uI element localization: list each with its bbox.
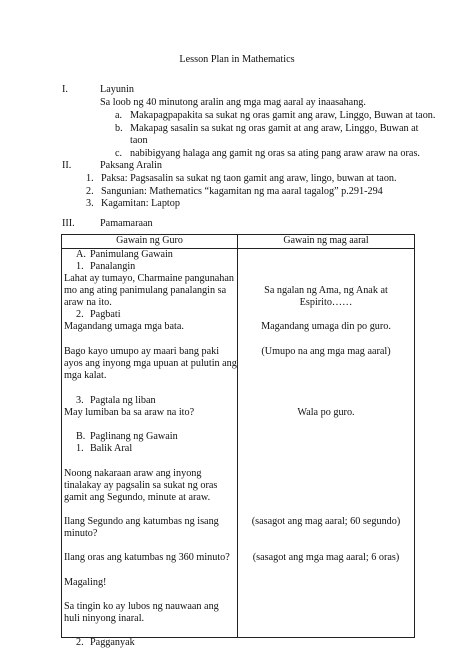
layunin-intro <box>100 97 430 110</box>
teacher-question: Ilang Segundo ang katumbas ng isang <box>64 516 219 527</box>
section-number: II. <box>62 160 72 171</box>
teacher-line: Bago kayo umupo ay maari bang paki <box>64 346 220 357</box>
section-layunin-heading <box>62 84 134 97</box>
table-header-row <box>62 235 415 249</box>
item-text: nabibigyang halaga ang gamit ng oras sa ating pang araw araw na oras. <box>130 147 420 159</box>
section-number: I. <box>62 84 68 95</box>
list-item <box>115 123 435 136</box>
table-row <box>62 249 415 638</box>
teacher-line: huli ninyong inaral. <box>64 613 145 624</box>
student-response: Wala po guro. <box>297 407 355 418</box>
procedure-table <box>61 234 415 648</box>
student-response: Sa ngalan ng Ama, ng Anak at <box>264 285 388 296</box>
list-item <box>115 148 435 161</box>
teacher-line: ayos ang inyong mga upuan at pulutin ang <box>64 358 237 369</box>
document-title: Lesson Plan in Mathematics <box>179 54 295 65</box>
intro-text: Sa loob ng 40 minutong aralin ang mga mag aaral ay inaasahang. <box>100 97 366 108</box>
column-header-student: Gawain ng mag aaral <box>238 235 415 249</box>
section-pamamaraan-heading <box>62 218 153 231</box>
item-label: 3. <box>86 198 94 210</box>
teacher-line: Noong nakaraan araw ang inyong <box>64 468 202 479</box>
list-item <box>115 110 435 123</box>
student-response: (Umupo na ang mga mag aaral) <box>261 346 391 357</box>
teacher-question: Ilang oras ang katumbas ng 360 minuto? <box>64 552 230 563</box>
step-paglinang-ng-gawain: B. Paglinang ng Gawain <box>76 431 178 442</box>
step-pagbati: 2. Pagbati <box>76 309 121 320</box>
teacher-activity-cell <box>62 249 238 648</box>
teacher-line: Lahat ay tumayo, Charmaine pangunahan <box>64 273 235 284</box>
student-response: Espirito…… <box>299 297 353 308</box>
step-pagtala-ng-liban: 3. Pagtala ng liban <box>76 395 156 406</box>
item-text: Paksa: Pagsasalin sa sukat ng taon gamit ang araw, lingo, buwan at taon. <box>101 173 397 184</box>
student-response: Magandang umaga din po guro. <box>261 321 391 332</box>
list-item <box>86 173 397 186</box>
section-number: III. <box>62 218 75 229</box>
item-label: a. <box>115 110 123 121</box>
teacher-line: araw na ito. <box>64 297 112 308</box>
item-text: taon <box>130 135 148 147</box>
teacher-line: Magaling! <box>64 577 107 588</box>
item-text: Makapag sasalin sa sukat ng oras gamit at ang araw, Linggo, Buwan at <box>130 122 419 134</box>
step-balik-aral: 1. Balik Aral <box>76 443 133 454</box>
list-item-continuation <box>115 135 435 148</box>
student-response: (sasagot ang mga mag aaral; 6 oras) <box>252 552 400 563</box>
layunin-list <box>115 110 435 160</box>
section-title: Paksang Aralin <box>100 160 162 171</box>
list-item <box>86 186 397 199</box>
section-paksang-aralin-heading <box>62 160 162 173</box>
step-panalangin: 1. Panalangin <box>76 261 136 272</box>
teacher-line: Sa tingin ko ay lubos ng nauwaan ang <box>64 601 219 612</box>
student-activity-cell <box>238 249 415 638</box>
step-panimulang-gawain: A. Panimulang Gawain <box>76 249 173 260</box>
list-item <box>86 198 397 211</box>
teacher-line: tinalakay ay pagsalin sa sukat ng oras <box>64 480 218 491</box>
teacher-line: gamit ang Segundo, minute at araw. <box>64 492 211 503</box>
step-pagganyak: 2. Pagganyak <box>76 637 135 648</box>
item-label: b. <box>115 122 123 134</box>
item-label: 1. <box>86 173 94 184</box>
column-header-teacher: Gawain ng Guro <box>62 235 238 249</box>
teacher-line: May lumiban ba sa araw na ito? <box>64 407 195 418</box>
teacher-line: mga kalat. <box>64 370 107 381</box>
section-title: Layunin <box>100 84 134 95</box>
student-response: (sasagot ang mag aaral; 60 segundo) <box>251 516 401 527</box>
teacher-line: mo ang ating panimulang panalangin sa <box>64 285 227 296</box>
teacher-line: Magandang umaga mga bata. <box>64 321 184 332</box>
teacher-question: minuto? <box>64 528 98 539</box>
item-label: 2. <box>86 185 94 197</box>
item-text: Makapagpapakita sa sukat ng oras gamit ang araw, Linggo, Buwan at taon. <box>130 110 436 121</box>
section-title: Pamamaraan <box>100 218 153 229</box>
item-label: c. <box>115 147 123 159</box>
paksang-aralin-list <box>86 173 397 211</box>
item-text: Kagamitan: Laptop <box>101 198 180 210</box>
item-text: Sangunian: Mathematics “kagamitan ng ma aaral tagalog” p.291-294 <box>101 185 383 197</box>
